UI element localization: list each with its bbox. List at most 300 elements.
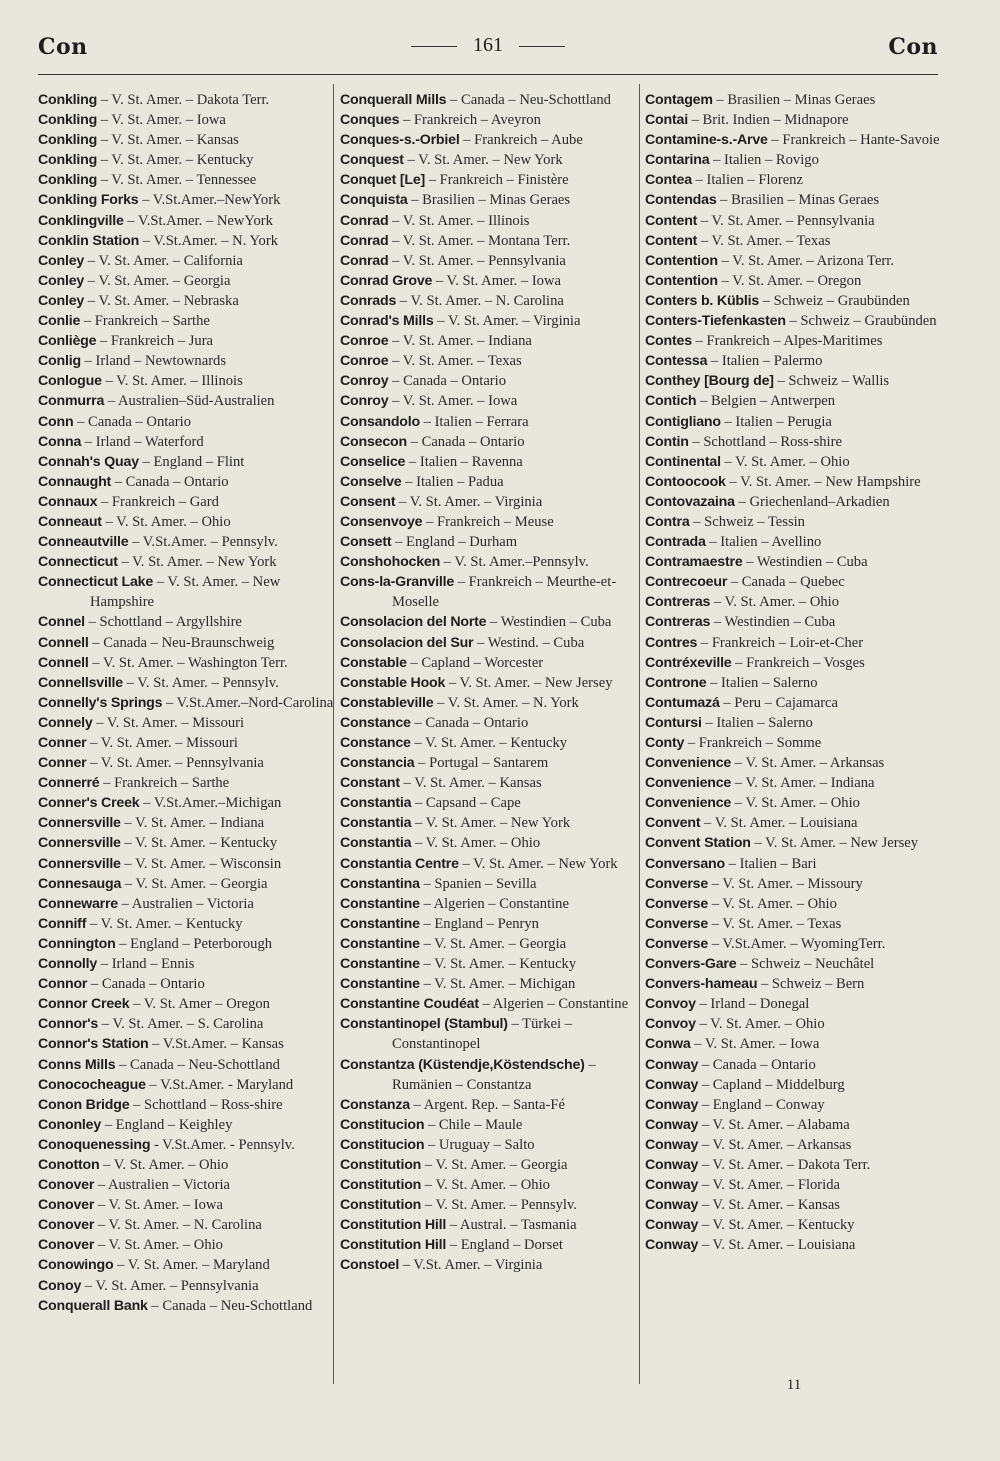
entry-headword: Constitution [340, 1177, 422, 1194]
entry-location: – V. St. Amer. – Ohio [103, 1156, 229, 1173]
gazetteer-entry [340, 854, 638, 874]
entry-headword: Conner's Creek [38, 795, 140, 812]
entry-location: – Canada – Ontario [410, 433, 525, 450]
entry-location: – V. St. Amer. – Iowa [694, 1036, 820, 1053]
entry-location: – Portugal – Santarem [418, 755, 549, 772]
entry-headword: Conlie [38, 313, 81, 330]
entry-location: – Irland – Donegal [699, 996, 810, 1013]
entry-headword: Connersville [38, 835, 121, 852]
entry-headword: Contrecoeur [645, 574, 728, 591]
entry-headword: Conselice [340, 453, 406, 470]
gazetteer-entry [38, 1235, 336, 1255]
column-3 [645, 90, 943, 1255]
entry-location: – Australien–Süd-Australien [107, 393, 275, 410]
entry-headword: Connely [38, 714, 93, 731]
entry-headword: Consett [340, 534, 392, 551]
entry-location: – Chile – Maule [427, 1116, 523, 1133]
entry-headword: Convers-Gare [645, 956, 737, 973]
gazetteer-entry [645, 854, 943, 874]
entry-headword: Contention [645, 252, 718, 269]
entry-location: – Schweiz – Graubünden [789, 313, 937, 330]
entry-location: – Frankreich – Sarthe [83, 313, 210, 330]
entry-headword: Conty [645, 735, 685, 751]
entry-headword: Contamine-s.-Arve [645, 132, 768, 149]
gazetteer-entry [340, 190, 638, 210]
entry-headword: Conkling [38, 112, 98, 129]
entry-location: – V. St. Amer. – Iowa [100, 112, 226, 129]
gazetteer-entry [38, 391, 336, 411]
gazetteer-entry [38, 1155, 336, 1175]
entry-headword: Conococheague [38, 1076, 146, 1093]
entry-location: – V.St. Amer. – Virginia [402, 1257, 543, 1274]
entry-headword: Convenience [645, 795, 732, 812]
entry-location: – Australien – Victoria [121, 895, 254, 912]
entry-headword: Continental [645, 453, 721, 470]
entry-headword: Connel [38, 614, 85, 631]
entry-headword: Contrada [645, 534, 706, 551]
entry-headword: Connaux [38, 493, 98, 510]
entry-headword: Conway [645, 1197, 699, 1214]
gazetteer-entry [645, 1155, 943, 1175]
entry-location: – Frankreich – Loir-et-Cher [700, 634, 864, 651]
gazetteer-entry [38, 1175, 336, 1195]
entry-location: – V. St. Amer. – Texas [392, 353, 522, 370]
entry-headword: Constance [340, 714, 411, 731]
entry-headword: Conrad [340, 212, 389, 229]
entry-headword: Contigliano [645, 413, 721, 430]
entry-location: – V. St. Amer. – Florida [701, 1177, 840, 1194]
entry-location: – V. St. Amer. – New York [414, 815, 571, 832]
entry-headword: Contes [645, 333, 692, 350]
gazetteer-entry [38, 1095, 336, 1115]
gazetteer-entry [340, 130, 638, 150]
gazetteer-entry [38, 914, 336, 934]
entry-location: – Algerien – Constantine [482, 996, 629, 1013]
gazetteer-entry [38, 994, 336, 1014]
entry-headword: Constantine Coudéat [340, 996, 479, 1013]
gazetteer-entry [38, 633, 336, 653]
entry-location: – V. St. Amer. – Wisconsin [124, 855, 282, 872]
gazetteer-entry [645, 773, 943, 793]
entry-location: – V. St. Amer. – New Hampshire [729, 473, 921, 490]
entry-headword: Conniff [38, 915, 87, 932]
entry-headword: Contovazaina [645, 493, 735, 510]
gazetteer-entry [340, 371, 638, 391]
gazetteer-entry [340, 391, 638, 411]
entry-headword: Connecticut Lake [38, 574, 154, 591]
page-header [38, 34, 938, 66]
entry-location: – Canada – Ontario [701, 1056, 816, 1073]
entry-headword: Contréxeville [645, 654, 732, 671]
entry-headword: Conway [645, 1076, 699, 1093]
gazetteer-entry [38, 150, 336, 170]
entry-location: – V. St. Amer. – Ohio [713, 594, 840, 611]
gazetteer-entry [38, 874, 336, 894]
gazetteer-entry [340, 351, 638, 371]
entry-location: – V. St. Amer. – Arkansas [734, 755, 885, 772]
entry-headword: Conoquenessing [38, 1136, 151, 1153]
entry-location: – V. St. Amer. – Iowa [392, 393, 518, 410]
entry-headword: Conthey [Bourg de] [645, 373, 774, 390]
gazetteer-entry [38, 231, 336, 251]
gazetteer-entry [645, 793, 943, 813]
entry-headword: Convent [645, 815, 701, 832]
entry-headword: Conley [38, 252, 85, 269]
entry-location: – V. St. Amer. – Georgia [87, 272, 231, 289]
entry-headword: Conoy [38, 1277, 82, 1294]
entry-headword: Constant [340, 775, 400, 792]
entry-location: – Austral. – Tasmania [449, 1217, 577, 1234]
gazetteer-entry [340, 1195, 638, 1215]
entry-headword: Connor's [38, 1016, 99, 1033]
entry-location: – Canada – Ontario [90, 976, 205, 993]
entry-headword: Connersville [38, 815, 121, 832]
gazetteer-entry [645, 1034, 943, 1054]
entry-headword: Connah's Quay [38, 453, 139, 470]
entry-headword: Conkling [38, 92, 98, 108]
entry-headword: Conselve [340, 473, 402, 490]
gazetteer-entry [645, 211, 943, 231]
gazetteer-entry [38, 854, 336, 874]
entry-location: – V. St. Amer. – Alabama [701, 1116, 850, 1133]
entry-headword: Constantine [340, 935, 420, 952]
entry-location: – V. St. Amer. – Dakota Terr. [701, 1156, 871, 1173]
entry-location: – V. St. Amer. – N. Carolina [399, 292, 564, 309]
gazetteer-entry [340, 1215, 638, 1235]
entry-location: – Capsand – Cape [414, 795, 521, 812]
entry-location: – Schottland – Argyllshire [88, 614, 242, 631]
entry-headword: Convoy [645, 1016, 696, 1033]
entry-location: – V. St. Amer. – Ohio [424, 1177, 550, 1194]
entry-location: – V.St.Amer. – WyomingTerr. [711, 935, 886, 952]
gazetteer-entry [340, 994, 638, 1014]
gazetteer-entry [38, 251, 336, 271]
gazetteer-entry [645, 391, 943, 411]
entry-location: – V. St. Amer. – Louisiana [704, 815, 858, 832]
entry-headword: Cons-la-Granville [340, 574, 455, 591]
gazetteer-entry [645, 452, 943, 472]
entry-headword: Conmurra [38, 393, 105, 410]
entry-location: – Canada – Neu-Schottland [450, 92, 611, 108]
gazetteer-entry [38, 713, 336, 733]
gazetteer-entry [340, 90, 638, 110]
entry-location: – V. St. Amer. – Oregon [721, 272, 862, 289]
entry-location: – V. St. Amer. – Pennsylvania [700, 212, 875, 229]
gazetteer-entry [38, 693, 336, 713]
gazetteer-entry [340, 874, 638, 894]
gazetteer-entry [38, 612, 336, 632]
entry-location: – V.St.Amer.–Michigan [143, 795, 282, 812]
entry-location: – V.St.Amer.–NewYork [142, 192, 281, 209]
entry-headword: Content [645, 212, 698, 229]
entry-headword: Constitution Hill [340, 1237, 447, 1254]
gazetteer-entry [645, 291, 943, 311]
entry-headword: Conway [645, 1217, 699, 1234]
entry-location: – V. St. Amer. – New Jersey [754, 835, 919, 852]
gazetteer-entry [340, 1055, 638, 1095]
entry-headword: Constanza [340, 1096, 410, 1113]
gazetteer-entry [645, 1235, 943, 1255]
gazetteer-entry [38, 793, 336, 813]
entry-headword: Conn [38, 413, 74, 430]
entry-location: – Schweiz – Wallis [777, 373, 890, 390]
entry-location: – Peru – Cajamarca [723, 694, 839, 711]
gazetteer-entry [38, 1075, 336, 1095]
entry-headword: Connersville [38, 855, 121, 872]
gazetteer-entry [340, 1255, 638, 1275]
entry-headword: Connor's Station [38, 1036, 149, 1053]
entry-location: – Italien – Rovigo [713, 152, 819, 169]
gazetteer-entry [38, 110, 336, 130]
gazetteer-entry [645, 371, 943, 391]
entry-location: – Schweiz – Bern [760, 976, 865, 993]
entry-location: – Italien – Palermo [710, 353, 823, 370]
entry-headword: Contendas [645, 192, 717, 209]
entry-headword: Conters b. Küblis [645, 292, 760, 309]
entry-location: – V. St. Amer. – Iowa [97, 1197, 223, 1214]
entry-headword: Conwa [645, 1036, 691, 1053]
entry-location: – V. St. Amer. – Ohio [734, 795, 860, 812]
gazetteer-entry [645, 351, 943, 371]
entry-headword: Constitution Hill [340, 1217, 447, 1234]
entry-location: – V. St. Amer. – Pennsylv. [424, 1197, 577, 1214]
gazetteer-entry [645, 271, 943, 291]
gazetteer-entry [340, 512, 638, 532]
gazetteer-entry [38, 833, 336, 853]
entry-headword: Conkling [38, 172, 98, 189]
entry-headword: Conrad Grove [340, 272, 433, 289]
entry-location: – V. St. Amer. – Tennessee [100, 172, 257, 189]
entry-headword: Contai [645, 112, 688, 129]
entry-headword: Contreras [645, 614, 711, 631]
gazetteer-entry [645, 331, 943, 351]
entry-headword: Conquerall Bank [38, 1297, 148, 1314]
entry-location: – Frankreich – Vosges [735, 654, 865, 671]
gazetteer-entry [645, 833, 943, 853]
gazetteer-entry [340, 633, 638, 653]
gazetteer-entry [38, 291, 336, 311]
entry-headword: Constancia [340, 755, 415, 772]
entry-location: – Italien – Padua [405, 473, 504, 490]
entry-headword: Constantina [340, 875, 420, 892]
entry-location: – Frankreich – Jura [99, 333, 214, 350]
gazetteer-entry [38, 512, 336, 532]
gazetteer-entry [340, 1235, 638, 1255]
gazetteer-entry [340, 894, 638, 914]
gazetteer-entry [645, 572, 943, 592]
entry-headword: Contagem [645, 92, 713, 108]
entry-headword: Conques-s.-Orbiel [340, 132, 460, 149]
gazetteer-entry [340, 693, 638, 713]
entry-location: – V. St. Amer. – Kentucky [701, 1217, 855, 1234]
gazetteer-entry [645, 753, 943, 773]
entry-headword: Contra [645, 513, 690, 530]
entry-location: – Schottland – Ross-shire [692, 433, 842, 450]
entry-headword: Conklin Station [38, 232, 140, 249]
running-head-right: Con [888, 34, 938, 60]
entry-headword: Conway [645, 1116, 699, 1133]
gazetteer-entry [340, 432, 638, 452]
entry-headword: Constitution [340, 1156, 422, 1173]
entry-location: – Frankreich – Meurthe-et-Moselle [392, 574, 617, 611]
entry-headword: Convenience [645, 755, 732, 772]
entry-headword: Conkling [38, 152, 98, 169]
entry-location: – V. St. Amer. – Kentucky [89, 915, 243, 932]
entry-headword: Connewarre [38, 895, 118, 912]
entry-headword: Contumazá [645, 694, 720, 711]
entry-headword: Conner [38, 755, 87, 772]
entry-headword: Conrads [340, 292, 397, 309]
entry-location: – Irland – Waterford [84, 433, 204, 450]
entry-location: – V. St. Amer. – New Hampshire [90, 574, 281, 611]
entry-location: – V. St. Amer. – Washington Terr. [92, 654, 288, 671]
entry-location: – V. St. Amer. – Georgia [124, 875, 268, 892]
gazetteer-entry [645, 231, 943, 251]
entry-location: – Italien – Perugia [724, 413, 832, 430]
gazetteer-entry [340, 793, 638, 813]
entry-location: – Uruguay – Salto [427, 1136, 535, 1153]
entry-location: – Australien – Victoria [97, 1177, 231, 1194]
gazetteer-entry [645, 1014, 943, 1034]
entry-location: – V. St. Amer. – Indiana [734, 775, 875, 792]
entry-location: – V. St. Amer. – New Jersey [448, 674, 613, 691]
entry-location: – Canada – Neu-Schottland [119, 1056, 280, 1073]
gazetteer-entry [340, 150, 638, 170]
entry-location: – Brasilien – Minas Geraes [720, 192, 880, 209]
entry-headword: Contoocook [645, 473, 726, 490]
entry-location: – V. St. Amer. – California [87, 252, 243, 269]
entry-location: – V. St. Amer. – Arkansas [701, 1136, 852, 1153]
gazetteer-entry [340, 612, 638, 632]
entry-headword: Conroy [340, 373, 389, 390]
gazetteer-entry [38, 1115, 336, 1135]
entry-location: – V. St. Amer. – Kentucky [124, 835, 278, 852]
gazetteer-entry [38, 311, 336, 331]
entry-location: - V.St.Amer. - Pennsylv. [153, 1136, 295, 1153]
entry-location: – Frankreich – Aube [463, 132, 583, 149]
gazetteer-entry [340, 1155, 638, 1175]
gazetteer-entry [645, 592, 943, 612]
entry-location: – Frankreich – Sarthe [103, 775, 230, 792]
entry-headword: Conlogue [38, 373, 102, 390]
entry-headword: Constitucion [340, 1116, 425, 1133]
gazetteer-entry [645, 894, 943, 914]
entry-location: – Canada – Neu-Braunschweig [92, 634, 275, 651]
entry-headword: Conklingville [38, 212, 124, 229]
gazetteer-entry [38, 1135, 336, 1155]
entry-headword: Conover [38, 1197, 95, 1214]
entry-headword: Conrad's Mills [340, 313, 434, 330]
gazetteer-entry [340, 954, 638, 974]
entry-location: – Frankreich – Aveyron [402, 112, 541, 129]
entry-headword: Constantia [340, 815, 412, 832]
gazetteer-entry [645, 150, 943, 170]
entry-headword: Constantine [340, 895, 420, 912]
entry-location: – V. St. Amer. – Illinois [105, 373, 243, 390]
gazetteer-entry [340, 291, 638, 311]
entry-location: – Frankreich – Alpes-Maritimes [695, 333, 883, 350]
entry-headword: Conna [38, 433, 82, 450]
gazetteer-entry [38, 331, 336, 351]
entry-headword: Contursi [645, 714, 702, 731]
gazetteer-entry [340, 331, 638, 351]
entry-location: – Canada – Ontario [392, 373, 507, 390]
gazetteer-entry [340, 492, 638, 512]
entry-headword: Consecon [340, 433, 407, 450]
gazetteer-entry [38, 1255, 336, 1275]
entry-headword: Conlig [38, 353, 81, 370]
entry-headword: Connington [38, 935, 116, 952]
entry-headword: Conotton [38, 1156, 100, 1173]
entry-location: – V. St. Amer. – Pennsylv. [126, 674, 279, 691]
entry-location: – England – Dorset [449, 1237, 563, 1254]
entry-headword: Constitution [340, 1197, 422, 1214]
gazetteer-entry [645, 90, 943, 110]
entry-headword: Connor [38, 976, 88, 993]
entry-location: – Spanien – Sevilla [423, 875, 537, 892]
entry-location: – V.St.Amer.–Nord-Carolina [166, 694, 334, 711]
entry-location: – Westind. – Cuba [477, 634, 585, 651]
entry-headword: Constantia [340, 835, 412, 852]
entry-location: – Canada – Quebec [730, 574, 845, 591]
entry-location: – V. St. Amer. – Missouri [90, 735, 238, 751]
entry-headword: Convenience [645, 775, 732, 792]
gazetteer-entry [645, 1095, 943, 1115]
gazetteer-entry [645, 693, 943, 713]
gazetteer-entry [38, 1296, 336, 1316]
gazetteer-entry [38, 170, 336, 190]
entry-location: – V. St. Amer. – Ohio [105, 513, 231, 530]
gazetteer-entry [645, 914, 943, 934]
entry-headword: Connell [38, 654, 89, 671]
entry-headword: Contich [645, 393, 697, 410]
entry-headword: Conshohocken [340, 554, 441, 571]
entry-location: – England – Peterborough [119, 935, 273, 952]
gazetteer-entry [645, 170, 943, 190]
entry-headword: Consandolo [340, 413, 420, 430]
gazetteer-entry [340, 833, 638, 853]
gazetteer-entry [340, 1175, 638, 1195]
entry-location: – V. St. Amer. – Pennsylvania [392, 252, 566, 269]
entry-location: – V. St. Amer. – N. Carolina [97, 1217, 262, 1234]
gazetteer-entry [38, 673, 336, 693]
gazetteer-entry [340, 753, 638, 773]
entry-headword: Conversano [645, 855, 725, 872]
entry-headword: Conley [38, 272, 85, 289]
entry-location: – Capland – Worcester [410, 654, 544, 671]
entry-location: – V. St. Amer. – Kansas [403, 775, 542, 792]
gazetteer-entry [645, 1215, 943, 1235]
entry-headword: Conquerall Mills [340, 92, 447, 108]
entry-location: – V. St. Amer. – Maryland [117, 1257, 270, 1274]
entry-location: – V.St.Amer. - Maryland [149, 1076, 294, 1093]
gazetteer-entry [645, 1075, 943, 1095]
gazetteer-entry [645, 994, 943, 1014]
entry-location: – Frankreich – Meuse [426, 513, 554, 530]
entry-location: – Canada – Ontario [414, 714, 529, 731]
entry-location: – V. St. Amer. – Ohio [414, 835, 541, 852]
gazetteer-entry [645, 492, 943, 512]
entry-headword: Constantine [340, 956, 420, 973]
entry-headword: Conrad [340, 232, 389, 249]
gazetteer-entry [340, 532, 638, 552]
gazetteer-entry [645, 1175, 943, 1195]
entry-headword: Converse [645, 935, 709, 952]
gazetteer-entry [340, 733, 638, 753]
gazetteer-entry [38, 1014, 336, 1034]
signature-mark: 11 [786, 1377, 802, 1393]
entry-location: – V. St. Amer. – New York [121, 554, 277, 571]
